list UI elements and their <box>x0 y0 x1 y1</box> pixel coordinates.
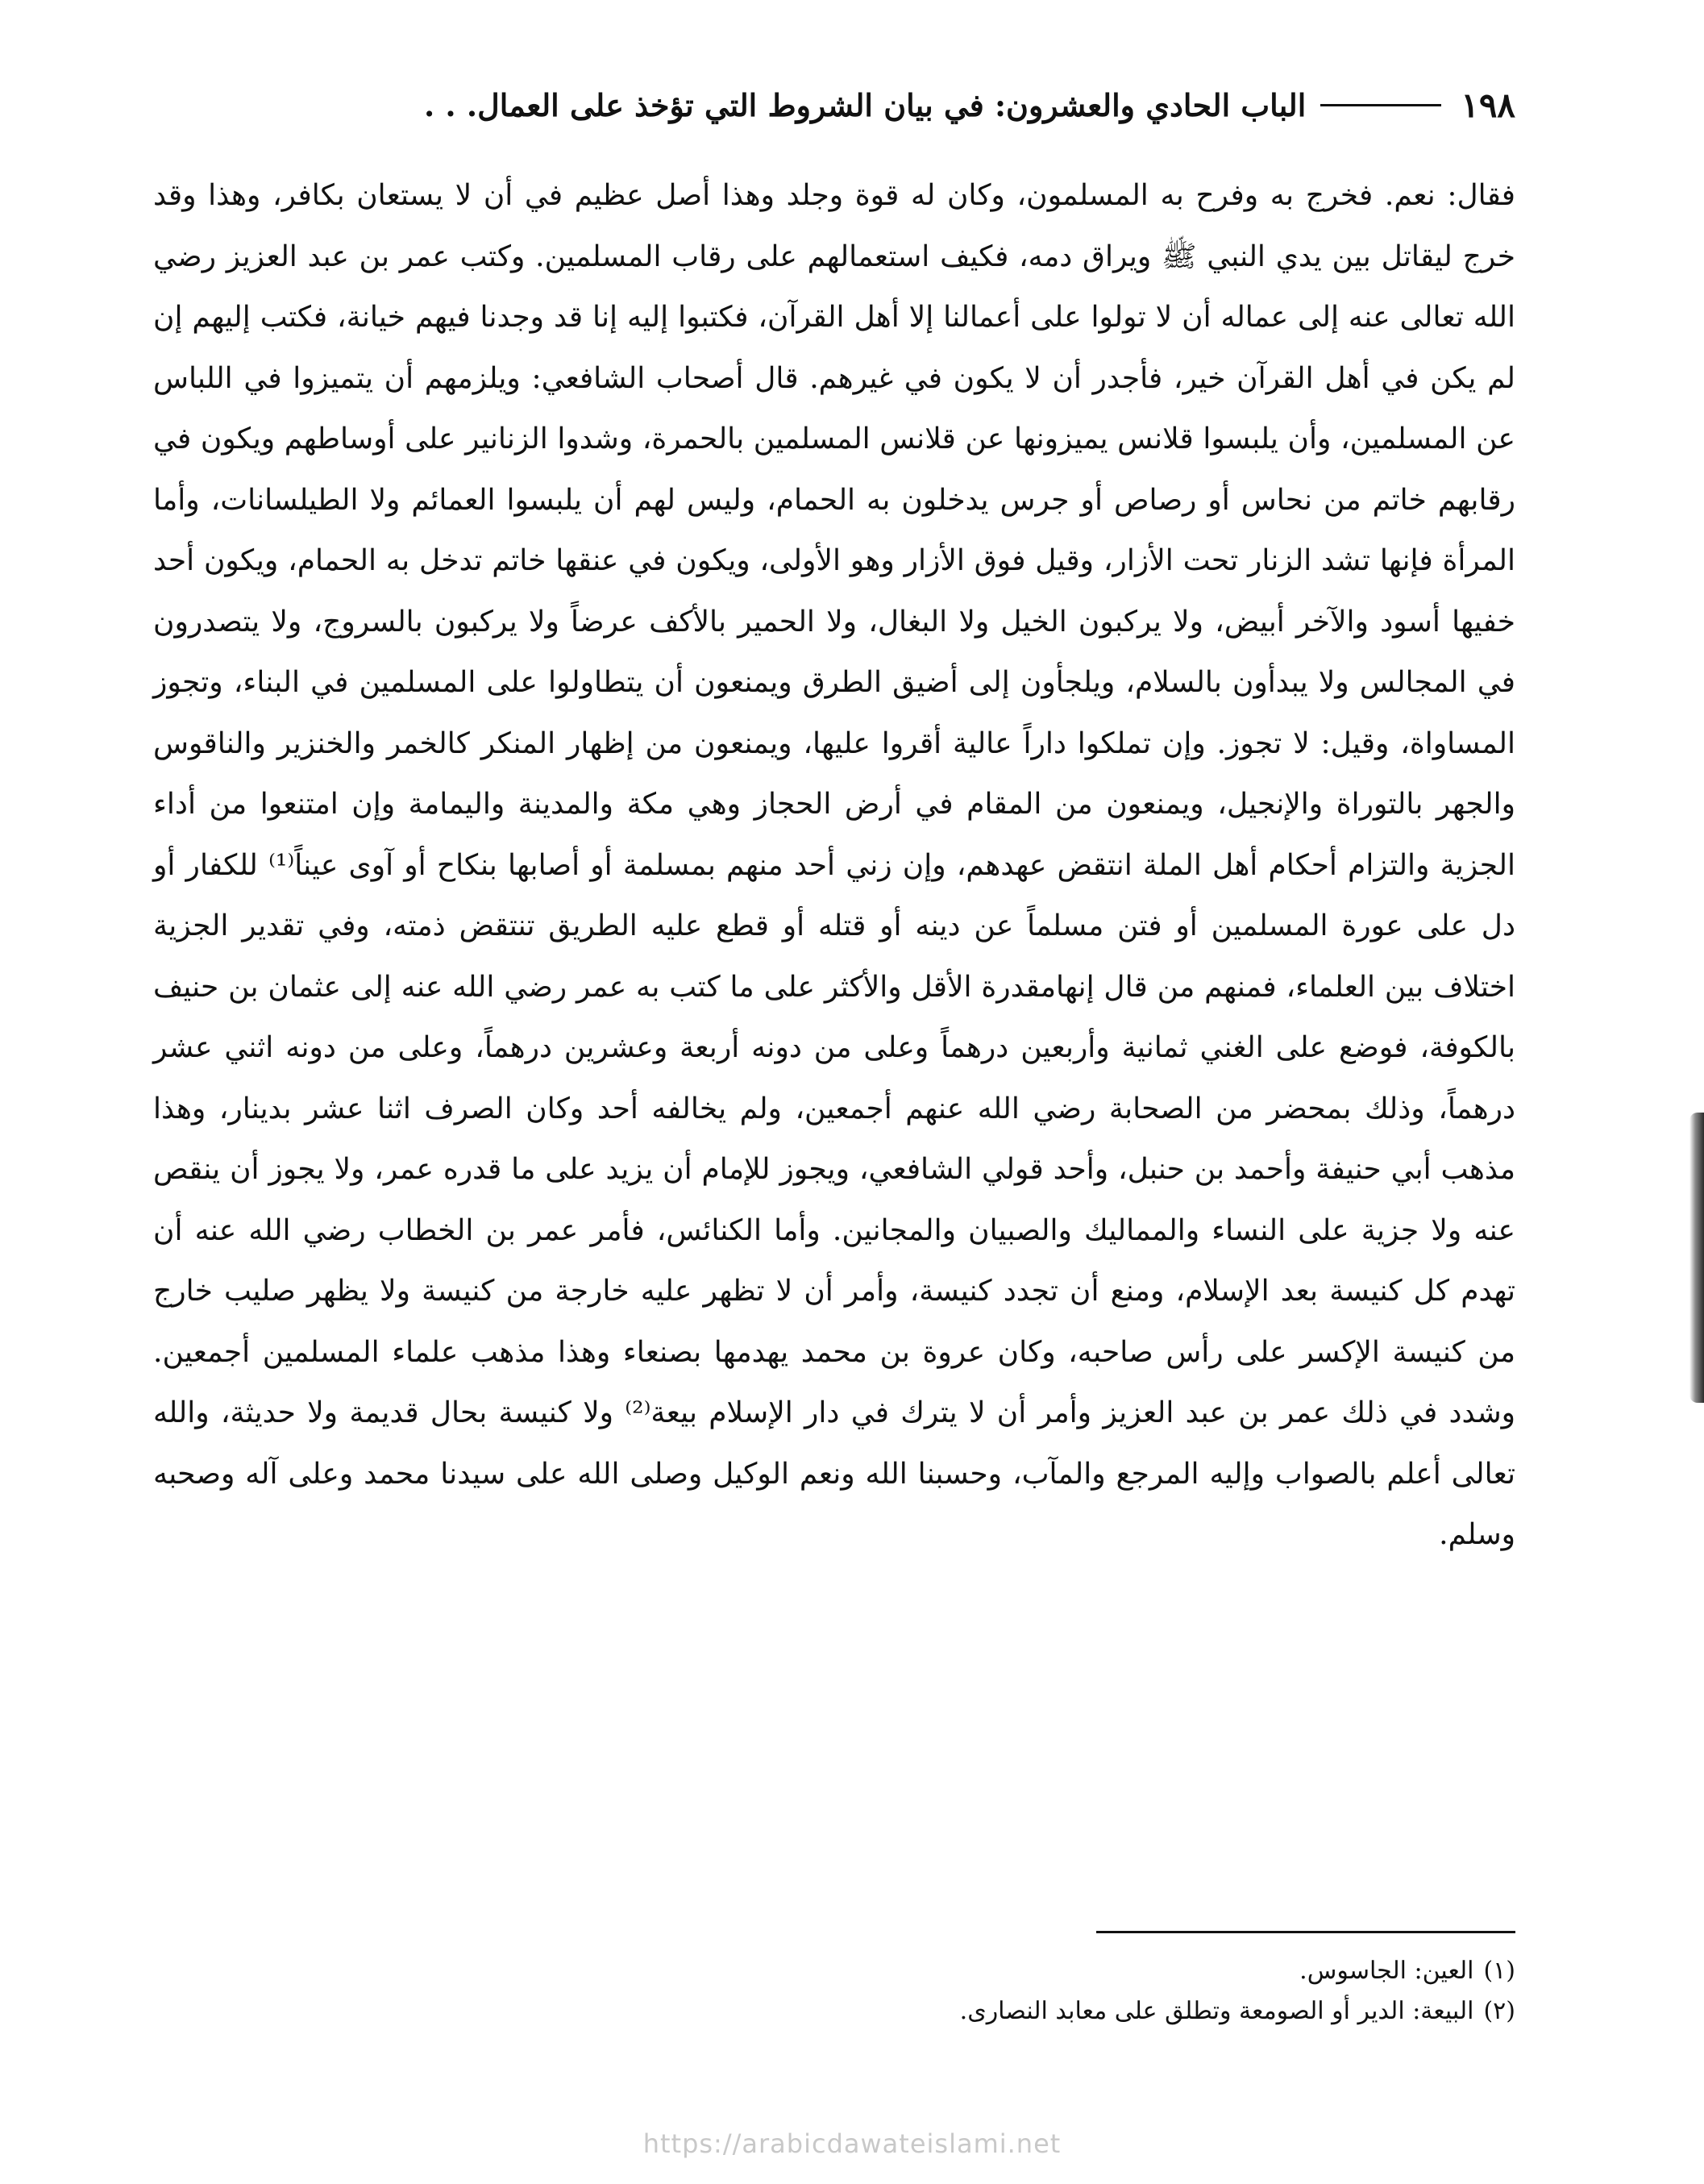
header-rule <box>1320 104 1441 106</box>
footnote-marker: (٢) <box>1483 1997 1515 2025</box>
footnote-text: العين: الجاسوس. <box>1299 1957 1474 1985</box>
footnote-text: البيعة: الدير أو الصومعة وتطلق على معابد النصارى. <box>959 1997 1474 2025</box>
body-text <box>153 165 1515 1566</box>
book-page <box>153 77 1515 2092</box>
running-header <box>153 77 1515 133</box>
watermark-url: https://arabicdawateislami.net <box>642 2128 1062 2159</box>
footnote-marker: (١) <box>1483 1957 1515 1985</box>
footnote-rule <box>1096 1931 1515 1933</box>
footnotes <box>153 1951 1515 2032</box>
footnote-1 <box>153 1951 1515 1991</box>
footnote-2 <box>153 1991 1515 2032</box>
page-number: ١٩٨ <box>1461 85 1515 125</box>
chapter-title: الباب الحادي والعشرون: في بيان الشروط التي تؤخذ على العمال. . . <box>423 86 1307 123</box>
body-paragraph: فقال: نعم. فخرج به وفرح به المسلمون، وكان له قوة وجلد وهذا أصل عظيم في أن لا يستعان بكافر، وهذا وقد خرج ليقاتل بين يدي النبي ﷺ ويراق دمه، فكيف استعمالهم على رقاب المسلمين. وكتب عمر بن عبد العزيز رضي الله تعالى عنه إلى عماله أن لا تولوا على أعمالنا إلا أهل القرآن، فكتبوا إليه إنا قد وجدنا فيهم خيانة، فكتب إليهم إن لم يكن في أهل القرآن خير، فأجدر أن لا يكون في غيرهم. قال أصحاب الشافعي: ويلزمهم أن يتميزوا في اللباس عن المسلمين، وأن يلبسوا قلانس يميزونها عن قلانس المسلمين بالحمرة، وشدوا الزنانير على أوساطهم ويكون في رقابهم خاتم من نحاس أو رصاص أو جرس يدخلون به الحمام، وليس لهم أن يلبسوا العمائم ولا الطيلسانات، وأما المرأة فإنها تشد الزنار تحت الأزار، وقيل فوق الأزار وهو الأولى، ويكون في عنقها خاتم تدخل به الحمام، ويكون أحد خفيها أسود والآخر أبيض، ولا يركبون الخيل ولا البغال، ولا الحمير بالأكف عرضاً ولا يركبون بالسروج، ولا يتصدرون في المجالس ولا يبدأون بالسلام، ويلجأون إلى أضيق الطرق ويمنعون أن يتطاولوا على المسلمين في البناء، وتجوز المساواة، وقيل: لا تجوز. وإن تملكوا داراً عالية أقروا عليها، ويمنعون من إظهار المنكر كالخمر والخنزير والناقوس والجهر بالتوراة والإنجيل، ويمنعون من المقام في أرض الحجاز وهي مكة والمدينة واليمامة وإن امتنعوا من أداء الجزية والتزام أحكام أهل الملة انتقض عهدهم، وإن زني أحد منهم بمسلمة أو أصابها بنكاح أو آوى عيناً⁽¹⁾ للكفار أو دل على عورة المسلمين أو فتن مسلماً عن دينه أو قتله أو قطع عليه الطريق تنتقض ذمته، وفي تقدير الجزية اختلاف بين العلماء، فمنهم من قال إنهامقدرة الأقل والأكثر على ما كتب به عمر رضي الله عنه إلى عثمان بن حنيف بالكوفة، فوضع على الغني ثمانية وأربعين درهماً وعلى من دونه أربعة وعشرين درهماً، وعلى من دونه اثني عشر درهماً، وذلك بمحضر من الصحابة رضي الله عنهم أجمعين، ولم يخالفه أحد وكان الصرف اثنا عشر بدينار، وهذا مذهب أبي حنيفة وأحمد بن حنبل، وأحد قولي الشافعي، ويجوز للإمام أن يزيد على ما قدره عمر، ولا يجوز أن ينقص عنه ولا جزية على النساء والمماليك والصبيان والمجانين. وأما الكنائس، فأمر عمر بن الخطاب رضي الله عنه أن تهدم كل كنيسة بعد الإسلام، ومنع أن تجدد كنيسة، وأمر أن لا تظهر عليه خارجة من كنيسة ولا يظهر صليب خارج من كنيسة الإكسر على رأس صاحبه، وكان عروة بن محمد يهدمها بصنعاء وهذا مذهب علماء المسلمين أجمعين. وشدد في ذلك عمر بن عبد العزيز وأمر أن لا يترك في دار الإسلام بيعة⁽²⁾ ولا كنيسة بحال قديمة ولا حديثة، والله تعالى أعلم بالصواب وإليه المرجع والمآب، وحسبنا الله ونعم الوكيل وصلى الله على سيدنا محمد وعلى آله وصحبه وسلم. <box>153 179 1516 1551</box>
scan-page-edge <box>1689 1113 1704 1403</box>
